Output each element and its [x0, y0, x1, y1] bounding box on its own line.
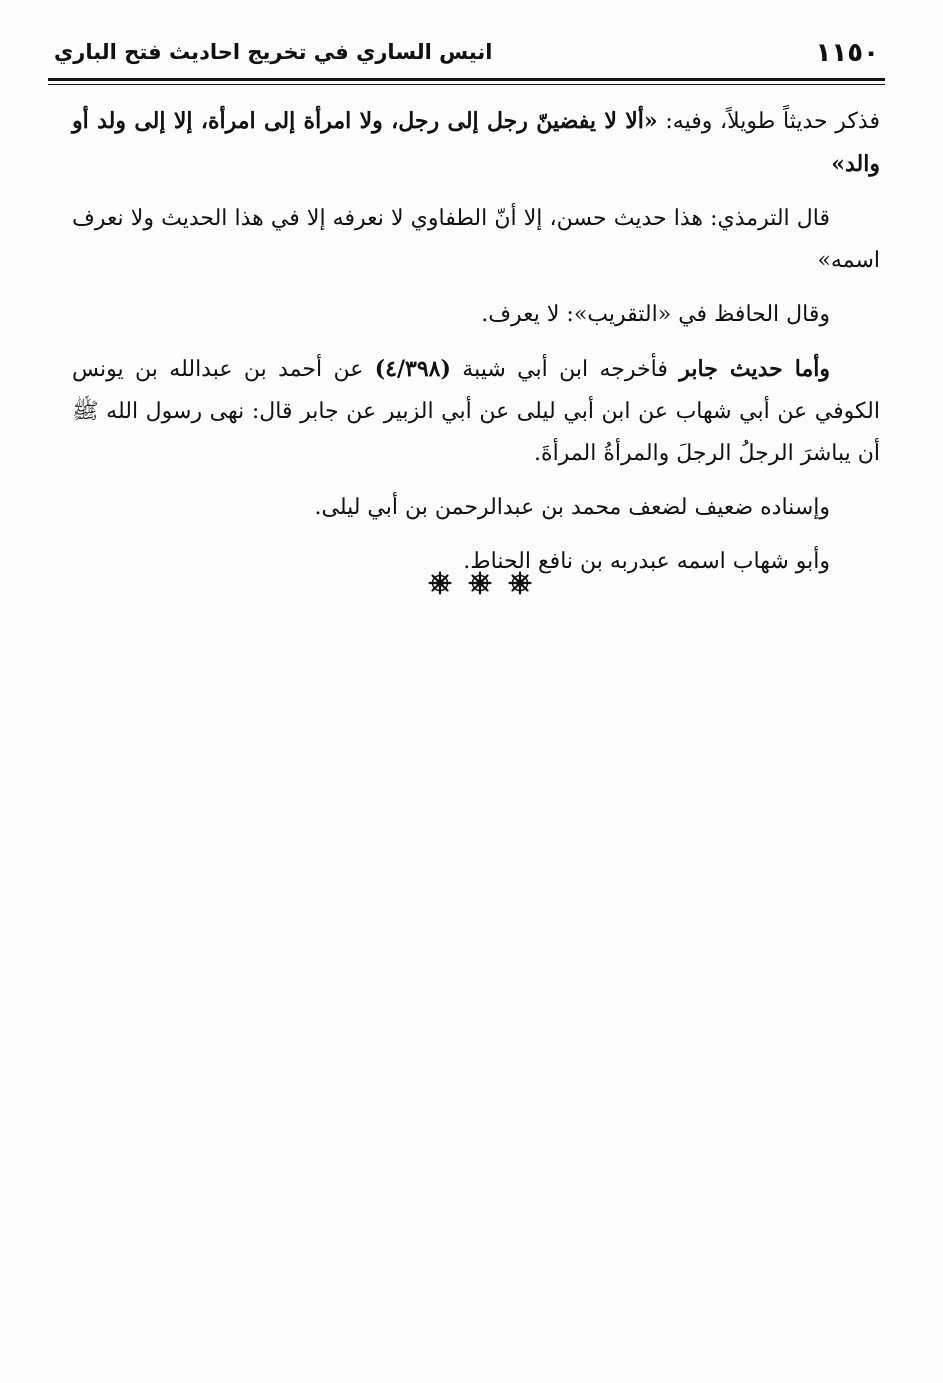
- paragraph-4: [72, 348, 880, 475]
- paragraph-1-text: فذكر حديثاً طويلاً، وفيه:: [657, 109, 880, 134]
- floral-ornament-icon: [428, 571, 452, 595]
- floral-ornament-icon: [468, 571, 492, 595]
- paragraph-3: [72, 294, 880, 336]
- header-rule: [48, 78, 885, 81]
- paragraph-4-text-a: فأخرجه ابن أبي شيبة: [450, 357, 680, 382]
- paragraph-2-text: قال الترمذي: هذا حديث حسن، إلا أنّ الطفاوي لا نعرفه إلا في هذا الحديث ولا نعرف اسمه»: [72, 206, 880, 273]
- header-rule-thin: [48, 84, 885, 85]
- paragraph-1: [72, 100, 880, 186]
- paragraph-4-text-b: عن أحمد بن عبدالله بن يونس الكوفي عن أبي شهاب عن ابن أبي ليلى عن أبي الزبير عن جابر قال: نهى رسول الله ﷺ أن يباشرَ الرجلُ الرجلَ والمرأةُ المرأةَ.: [72, 357, 880, 466]
- section-end-ornaments: [420, 568, 540, 598]
- page-header: [48, 34, 885, 78]
- citation-reference: (٤/٣٩٨): [374, 356, 451, 382]
- paragraph-5-text: وإسناده ضعيف لضعف محمد بن عبدالرحمن بن أبي ليلى.: [314, 495, 830, 520]
- paragraph-3-text: وقال الحافظ في «التقريب»: لا يعرف.: [481, 302, 830, 327]
- floral-ornament-icon: [508, 571, 532, 595]
- paragraph-4-heading: وأما حديث جابر: [679, 356, 830, 382]
- hadith-quote: «ألا لا يفضينّ رجل إلى رجل، ولا امرأة إلى امرأة، إلا إلى ولد أو والد»: [72, 108, 880, 177]
- paragraph-2: [72, 198, 880, 282]
- running-title: انيس الساري في تخريج احاديث فتح الباري: [54, 40, 493, 64]
- paragraph-6-text: وأبو شهاب اسمه عبدربه بن نافع الحناط.: [463, 549, 830, 574]
- paragraph-5: [72, 487, 880, 529]
- page-number: ١١٥٠: [815, 38, 879, 68]
- body-text: [72, 100, 880, 595]
